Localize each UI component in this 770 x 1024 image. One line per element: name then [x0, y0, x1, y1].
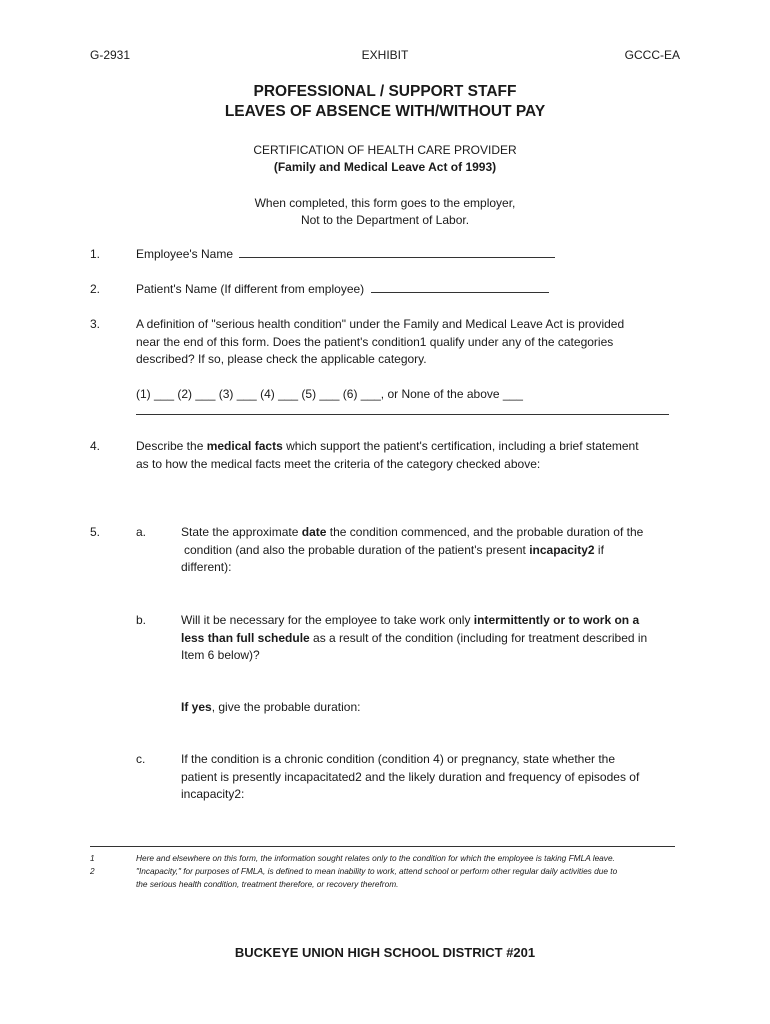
employee-name-label: Employee's Name [136, 247, 233, 261]
item-5b-letter: b. [136, 613, 147, 627]
policy-code: GCCC-EA [624, 48, 680, 62]
footnote-2-number: 2 [90, 866, 95, 876]
item-3-answer-line[interactable] [136, 414, 669, 415]
patient-name-field[interactable] [371, 281, 549, 293]
item-5a-line2: condition (and also the probable duration of the patient's present incapacity2 if [184, 542, 604, 557]
item-1-number: 1. [90, 247, 101, 261]
item-4-line1: Describe the medical facts which support the patient's certification, including a brief statement [136, 439, 639, 453]
item-5c-line3: incapacity2: [181, 787, 245, 801]
item-5c-text [181, 751, 691, 804]
item-5b-line2: less than full schedule as a result of the condition (including for treatment described in [181, 630, 648, 645]
school-district-footer: BUCKEYE UNION HIGH SCHOOL DISTRICT #201 [234, 945, 536, 960]
item-3-number: 3. [90, 317, 101, 331]
footnote-2-line2: the serious health condition, treatment therefore, or recovery therefrom. [136, 879, 399, 889]
item-5b-line1: Will it be necessary for the employee to take work only intermittently or to work on a [181, 613, 640, 627]
item-4-line2: as to how the medical facts meet the criteria of the category checked above: [136, 456, 541, 471]
item-5b-line3: Item 6 below)? [181, 648, 260, 662]
item-3-line3: described? If so, please check the applicable category. [136, 352, 427, 366]
subtitle-line1: CERTIFICATION OF HEALTH CARE PROVIDER [253, 143, 517, 157]
subtitle-line2: (Family and Medical Leave Act of 1993) [273, 160, 497, 174]
notice-line2: Not to the Department of Labor. [300, 213, 470, 227]
item-4-number: 4. [90, 439, 101, 453]
footnote-2-text [136, 865, 696, 891]
exhibit-label: EXHIBIT [361, 48, 409, 62]
item-5b-text [181, 612, 691, 665]
item-5a-letter: a. [136, 525, 147, 539]
page-title-line2: LEAVES OF ABSENCE WITH/WITHOUT PAY [224, 103, 546, 120]
patient-name-label: Patient's Name (If different from employee) [136, 282, 365, 296]
form-number: G-2931 [90, 48, 131, 62]
page-title-line1: PROFESSIONAL / SUPPORT STAFF [253, 83, 517, 100]
item-5b-if-yes: If yes, give the probable duration: [181, 700, 361, 714]
item-2 [136, 281, 549, 299]
item-5c-line2: patient is presently incapacitated2 and the likely duration and frequency of episodes of [181, 769, 640, 784]
item-3-text [136, 316, 696, 369]
item-3-line2: near the end of this form. Does the patient's condition1 qualify under any of the categories [136, 334, 614, 349]
item-5c-letter: c. [136, 752, 146, 766]
item-5-number: 5. [90, 525, 101, 539]
item-5a-line1: State the approximate date the condition commenced, and the probable duration of the [181, 525, 644, 539]
item-5a-text [181, 524, 691, 577]
notice-line1: When completed, this form goes to the employer, [254, 196, 516, 210]
footnote-1-text: Here and elsewhere on this form, the information sought relates only to the condition for which the employee is taking FMLA leave. [136, 853, 615, 863]
item-5c-line1: If the condition is a chronic condition (condition 4) or pregnancy, state whether the [181, 752, 616, 766]
employee-name-field[interactable] [239, 246, 555, 258]
item-5a-line3: different): [181, 560, 232, 574]
footnote-1-number: 1 [90, 853, 95, 863]
item-1 [136, 246, 555, 264]
footnote-2-line1: "Incapacity," for purposes of FMLA, is defined to mean inability to work, attend school or perform other regular daily activities due to [136, 866, 618, 876]
item-2-number: 2. [90, 282, 101, 296]
item-3-line1: A definition of "serious health condition" under the Family and Medical Leave Act is provided [136, 317, 625, 331]
footnote-divider [90, 846, 675, 847]
item-4-text [136, 438, 696, 473]
category-checklist[interactable]: (1) ___ (2) ___ (3) ___ (4) ___ (5) ___ (6) ___, or None of the above ___ [136, 387, 523, 401]
